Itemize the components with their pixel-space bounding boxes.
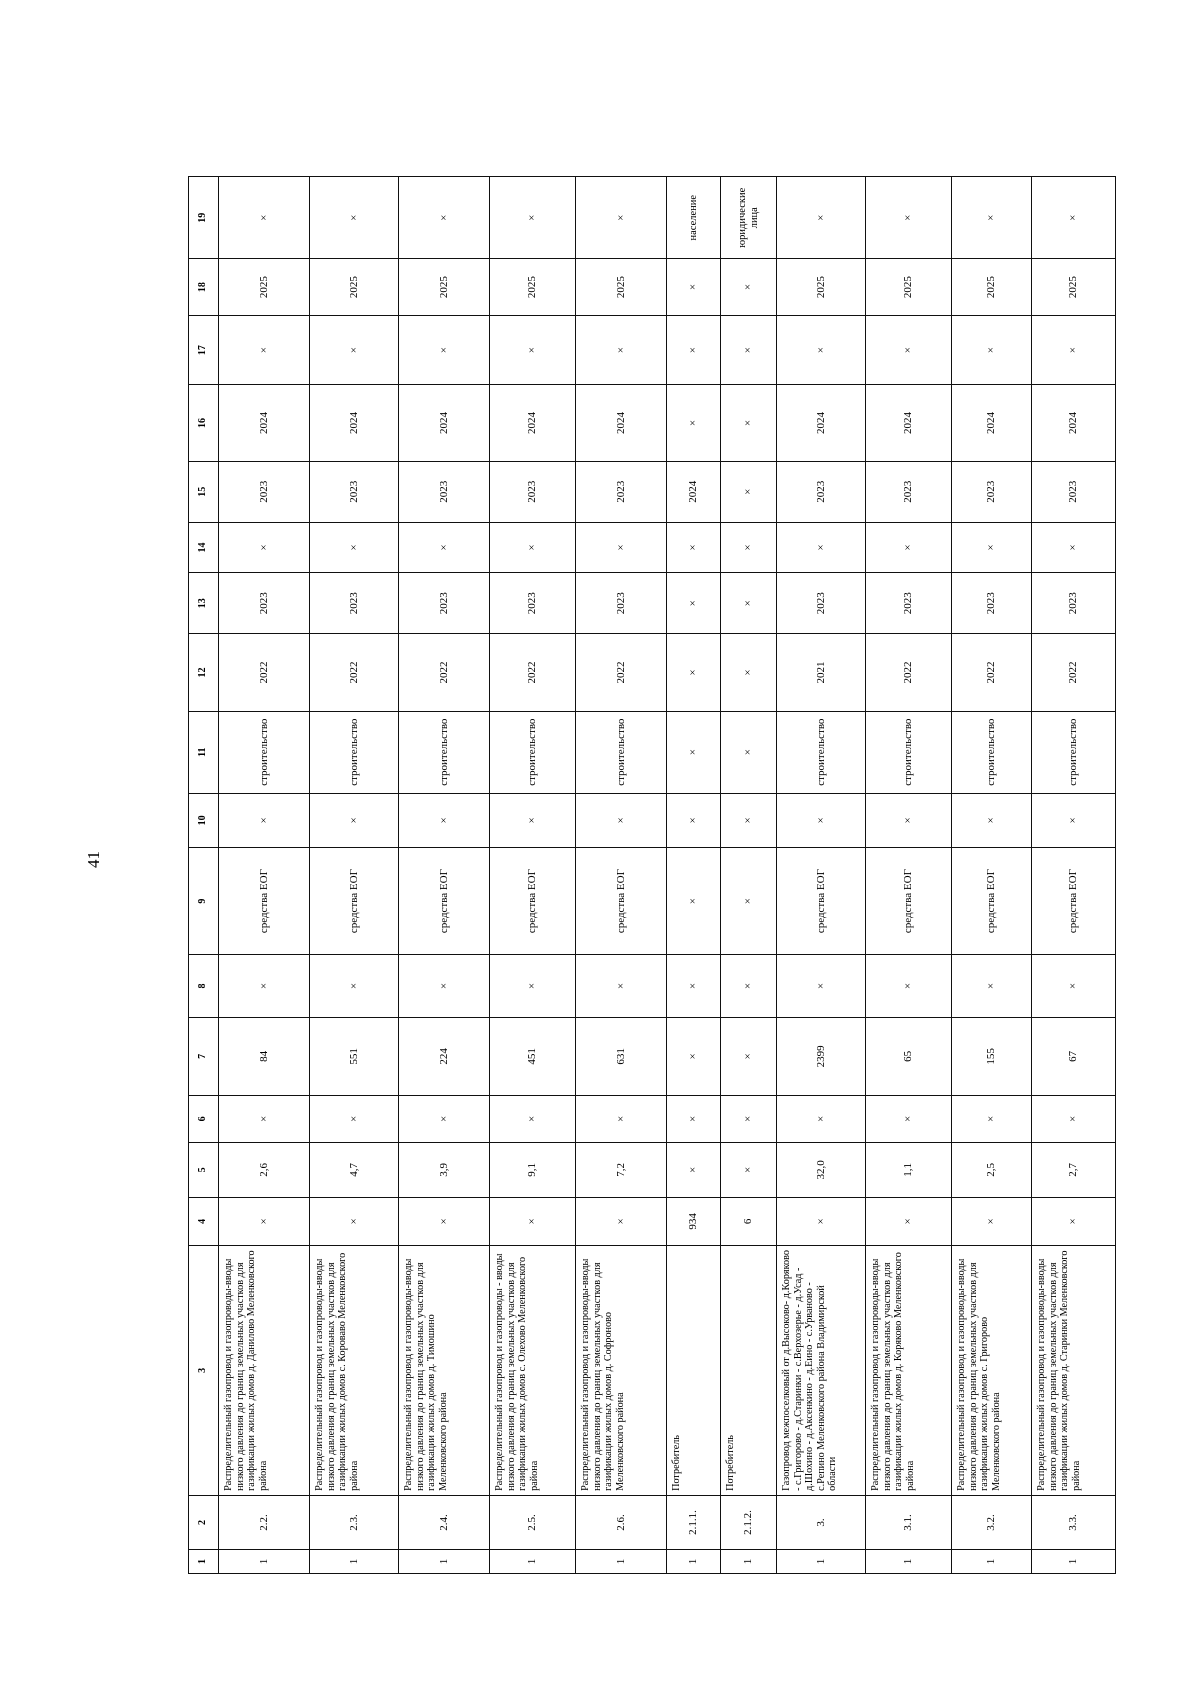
table-cell: × [721,1017,777,1095]
column-number-header: 6 [189,1095,219,1142]
table-cell: × [219,177,310,259]
table-cell: 1 [490,1550,576,1574]
table-cell: × [667,385,721,461]
table-cell: 2024 [866,385,952,461]
table-cell: × [219,315,310,385]
table-cell: × [667,572,721,633]
table-cell: 2025 [952,259,1032,315]
table-cell: × [490,177,576,259]
column-number-header: 10 [189,793,219,847]
table-cell: × [866,955,952,1018]
table-cell: 1 [576,1550,667,1574]
table-cell: × [721,385,777,461]
table-cell: × [866,1095,952,1142]
table-cell: × [1032,522,1116,572]
column-number-header: 13 [189,572,219,633]
table-cell: средства ЕОГ [490,847,576,954]
table-cell: × [1032,177,1116,259]
table-cell: 2024 [576,385,667,461]
table-cell: средства ЕОГ [952,847,1032,954]
table-cell: × [490,315,576,385]
column-number-header: 11 [189,711,219,793]
table-cell: 934 [667,1197,721,1245]
table-cell: × [952,1197,1032,1245]
table-cell: 1 [219,1550,310,1574]
table-cell: 2025 [490,259,576,315]
table-cell: × [219,793,310,847]
table-cell: × [866,522,952,572]
table-cell: 2025 [576,259,667,315]
table-cell: строительство [399,711,490,793]
table-cell: 2025 [310,259,399,315]
table-cell: 2025 [777,259,866,315]
object-description-cell: Распределительный газопровод и газопроводы-вводы низкого давления до границ земельных участков для газификации жилых домов с. Короваво Меленковского района [310,1245,399,1495]
column-number-header: 17 [189,315,219,385]
table-cell: средства ЕОГ [576,847,667,954]
table-row [952,177,1032,1574]
object-description-cell: Распределительный газопровод и газопроводы - вводы низкого давления до границ земельных участков для газификации жилых домов с. Олехово Меленковского района [490,1245,576,1495]
table-cell: × [777,1095,866,1142]
table-cell: 451 [490,1017,576,1095]
table-cell: 2023 [777,461,866,522]
table-cell: × [1032,793,1116,847]
table-cell: 1,1 [866,1142,952,1197]
table-cell: × [399,315,490,385]
object-description-cell: Потребитель [667,1245,721,1495]
table-cell: × [399,522,490,572]
table-cell: 2025 [1032,259,1116,315]
table-cell: 2399 [777,1017,866,1095]
table-cell: × [721,955,777,1018]
table-cell: × [721,847,777,954]
table-cell: × [667,847,721,954]
table-cell: 2023 [490,572,576,633]
table-cell: × [667,1017,721,1095]
object-description-cell: Распределительный газопровод и газопроводы-вводы низкого давления до границ земельных участков для газификации жилых домов д. Коряково Меленковского района [866,1245,952,1495]
table-cell: строительство [1032,711,1116,793]
table-cell: × [952,522,1032,572]
table-cell: × [721,461,777,522]
table-cell: 224 [399,1017,490,1095]
table-cell: × [721,315,777,385]
column-number-header: 18 [189,259,219,315]
table-cell: 2024 [1032,385,1116,461]
table-row [721,177,777,1574]
table-cell: 2023 [219,461,310,522]
column-number-header: 3 [189,1245,219,1495]
column-number-header: 12 [189,634,219,711]
table-cell: × [399,1095,490,1142]
table-cell: 631 [576,1017,667,1095]
table-cell: × [866,793,952,847]
table-row [866,177,952,1574]
table-cell: 7,2 [576,1142,667,1197]
table-cell: 2023 [310,461,399,522]
table-cell: строительство [490,711,576,793]
table-cell: 2022 [866,634,952,711]
table-cell: × [310,793,399,847]
table-cell: × [721,259,777,315]
table-cell: 67 [1032,1017,1116,1095]
object-description-cell: Распределительный газопровод и газопроводы-вводы низкого давления до границ земельных участков для газификации жилых домов д. Тимошино Меленковского района [399,1245,490,1495]
table-cell: 2023 [576,461,667,522]
table-cell: 1 [310,1550,399,1574]
table-cell: 2023 [866,461,952,522]
table-cell: × [1032,1095,1116,1142]
table-cell: × [310,955,399,1018]
table-cell: × [721,522,777,572]
table-cell: 2024 [777,385,866,461]
table-cell: 2023 [490,461,576,522]
table-cell: строительство [576,711,667,793]
object-description-cell: Распределительный газопровод и газопроводы-вводы низкого давления до границ земельных участков для газификации жилых домов д. Софроново Меленковского района [576,1245,667,1495]
table-cell: 2023 [310,572,399,633]
table-cell: × [952,177,1032,259]
table-cell: 3,9 [399,1142,490,1197]
column-number-header: 14 [189,522,219,572]
table-cell: 2,7 [1032,1142,1116,1197]
table-cell: × [667,259,721,315]
table-cell: 3.2. [952,1495,1032,1549]
table-cell: × [399,1197,490,1245]
table-cell: 551 [310,1017,399,1095]
table-cell: строительство [777,711,866,793]
table-cell: 2022 [399,634,490,711]
table-row [1032,177,1116,1574]
table-cell: средства ЕОГ [866,847,952,954]
table-cell: строительство [866,711,952,793]
object-description-cell: Потребитель [721,1245,777,1495]
table-cell: 2.3. [310,1495,399,1549]
table-cell: 65 [866,1017,952,1095]
table-row [777,177,866,1574]
table-cell: × [667,522,721,572]
table-cell: 2023 [1032,461,1116,522]
table-cell: 1 [721,1550,777,1574]
table-cell: средства ЕОГ [310,847,399,954]
table-cell: 2025 [219,259,310,315]
table-cell: × [219,955,310,1018]
table-cell: × [576,522,667,572]
table-cell: строительство [219,711,310,793]
table-cell: × [952,1095,1032,1142]
table-cell: 1 [1032,1550,1116,1574]
table-cell: население [667,177,721,259]
table-cell: × [952,315,1032,385]
page-number: 41 [84,851,103,868]
table-cell: × [777,315,866,385]
table-cell: × [399,793,490,847]
table-cell: × [219,1197,310,1245]
table-cell: 2022 [219,634,310,711]
table-cell: 2.2. [219,1495,310,1549]
table-cell: × [576,955,667,1018]
table-cell: × [721,793,777,847]
table-cell: × [667,634,721,711]
table-row [310,177,399,1574]
table-cell: × [1032,1197,1116,1245]
table-cell: × [952,793,1032,847]
table-cell: × [576,1095,667,1142]
table-cell: × [310,522,399,572]
table-cell: средства ЕОГ [777,847,866,954]
table-cell: × [310,1197,399,1245]
table-cell: 2023 [1032,572,1116,633]
column-number-header: 15 [189,461,219,522]
table-cell: 6 [721,1197,777,1245]
table-cell: × [490,955,576,1018]
table-cell: × [399,955,490,1018]
table-cell: × [310,1095,399,1142]
table-cell: 1 [667,1550,721,1574]
rotated-table-container [188,176,1115,1574]
table-cell: 2.1.1. [667,1495,721,1549]
table-cell: × [399,177,490,259]
column-number-row [189,177,219,1574]
table-cell: × [667,955,721,1018]
table-cell: × [490,1197,576,1245]
table-cell: × [1032,955,1116,1018]
table-cell: × [777,522,866,572]
table-cell: × [777,177,866,259]
table-cell: средства ЕОГ [1032,847,1116,954]
table-cell: 2023 [399,461,490,522]
table-cell: × [777,955,866,1018]
object-description-cell: Распределительный газопровод и газопроводы-вводы низкого давления до границ земельных участков для газификации жилых домов с. Григорово Меленковского района [952,1245,1032,1495]
object-description-cell: Газопровод межпоселковый от д.Высоково- д.Коряково - с.Григорово - д.Старинки - с.Верхозерье - д.Усад - д.Шохино - д.Аксенкино - д.Еино - с.Урваново - с.Репино Меленковского района Владимирской области [777,1245,866,1495]
table-row [667,177,721,1574]
table-row [399,177,490,1574]
table-cell: 2022 [1032,634,1116,711]
table-cell: 2024 [399,385,490,461]
table-cell: 32,0 [777,1142,866,1197]
table-cell: 2024 [667,461,721,522]
table-cell: × [310,315,399,385]
table-cell: 2,5 [952,1142,1032,1197]
object-description-cell: Распределительный газопровод и газопроводы-вводы низкого давления до границ земельных участков для газификации жилых домов д. Старинки Меленковского района [1032,1245,1116,1495]
table-cell: × [721,711,777,793]
column-number-header: 5 [189,1142,219,1197]
table-cell: 2025 [399,259,490,315]
column-number-header: 2 [189,1495,219,1549]
table-cell: 2024 [952,385,1032,461]
table-cell: 1 [777,1550,866,1574]
table-cell: × [721,1095,777,1142]
table-cell: × [576,177,667,259]
table-cell: × [576,793,667,847]
table-cell: юридические лица [721,177,777,259]
table-cell: × [952,955,1032,1018]
table-cell: 2021 [777,634,866,711]
table-cell: 84 [219,1017,310,1095]
table-cell: 2024 [490,385,576,461]
column-number-header: 8 [189,955,219,1018]
table-cell: 3. [777,1495,866,1549]
table-cell: × [866,315,952,385]
table-cell: × [667,315,721,385]
table-cell: × [866,1197,952,1245]
table-cell: 2.5. [490,1495,576,1549]
table-cell: 2023 [866,572,952,633]
table-cell: × [576,1197,667,1245]
table-cell: × [777,1197,866,1245]
table-cell: 2023 [576,572,667,633]
table-cell: × [667,711,721,793]
table-cell: × [866,177,952,259]
table-cell: × [1032,315,1116,385]
table-cell: 2023 [952,572,1032,633]
gasification-schedule-table [188,176,1116,1574]
table-cell: 3.1. [866,1495,952,1549]
table-cell: средства ЕОГ [219,847,310,954]
table-cell: 3.3. [1032,1495,1116,1549]
table-cell: 2024 [219,385,310,461]
table-cell: 2023 [219,572,310,633]
table-cell: × [576,315,667,385]
column-number-header: 1 [189,1550,219,1574]
table-cell: 2024 [310,385,399,461]
table-cell: 155 [952,1017,1032,1095]
table-body [219,177,1116,1574]
table-cell: 1 [399,1550,490,1574]
table-cell: × [490,1095,576,1142]
table-cell: 2023 [777,572,866,633]
table-cell: × [667,1095,721,1142]
table-cell: средства ЕОГ [399,847,490,954]
table-cell: 2,6 [219,1142,310,1197]
table-cell: × [219,1095,310,1142]
table-cell: 1 [952,1550,1032,1574]
table-cell: строительство [952,711,1032,793]
table-cell: 4,7 [310,1142,399,1197]
column-number-header: 9 [189,847,219,954]
column-number-header: 7 [189,1017,219,1095]
table-cell: × [721,634,777,711]
table-row [219,177,310,1574]
table-cell: 1 [866,1550,952,1574]
table-cell: × [721,1142,777,1197]
table-cell: строительство [310,711,399,793]
column-number-header: 16 [189,385,219,461]
table-cell: × [310,177,399,259]
object-description-cell: Распределительный газопровод и газопроводы-вводы низкого давления до границ земельных участков для газификации жилых домов д. Данилово Меленковского района [219,1245,310,1495]
table-row [576,177,667,1574]
table-cell: 2022 [310,634,399,711]
table-cell: × [721,572,777,633]
column-number-header: 4 [189,1197,219,1245]
table-cell: 2022 [952,634,1032,711]
table-cell: 2.1.2. [721,1495,777,1549]
table-cell: 9,1 [490,1142,576,1197]
column-number-header: 19 [189,177,219,259]
table-cell: 2023 [952,461,1032,522]
table-row [490,177,576,1574]
table-cell: 2025 [866,259,952,315]
table-cell: × [667,1142,721,1197]
table-cell: × [219,522,310,572]
table-cell: × [667,793,721,847]
table-cell: 2023 [399,572,490,633]
table-cell: × [777,793,866,847]
table-cell: × [490,793,576,847]
table-cell: 2022 [490,634,576,711]
table-cell: 2.4. [399,1495,490,1549]
table-cell: 2022 [576,634,667,711]
table-cell: 2.6. [576,1495,667,1549]
table-cell: × [490,522,576,572]
